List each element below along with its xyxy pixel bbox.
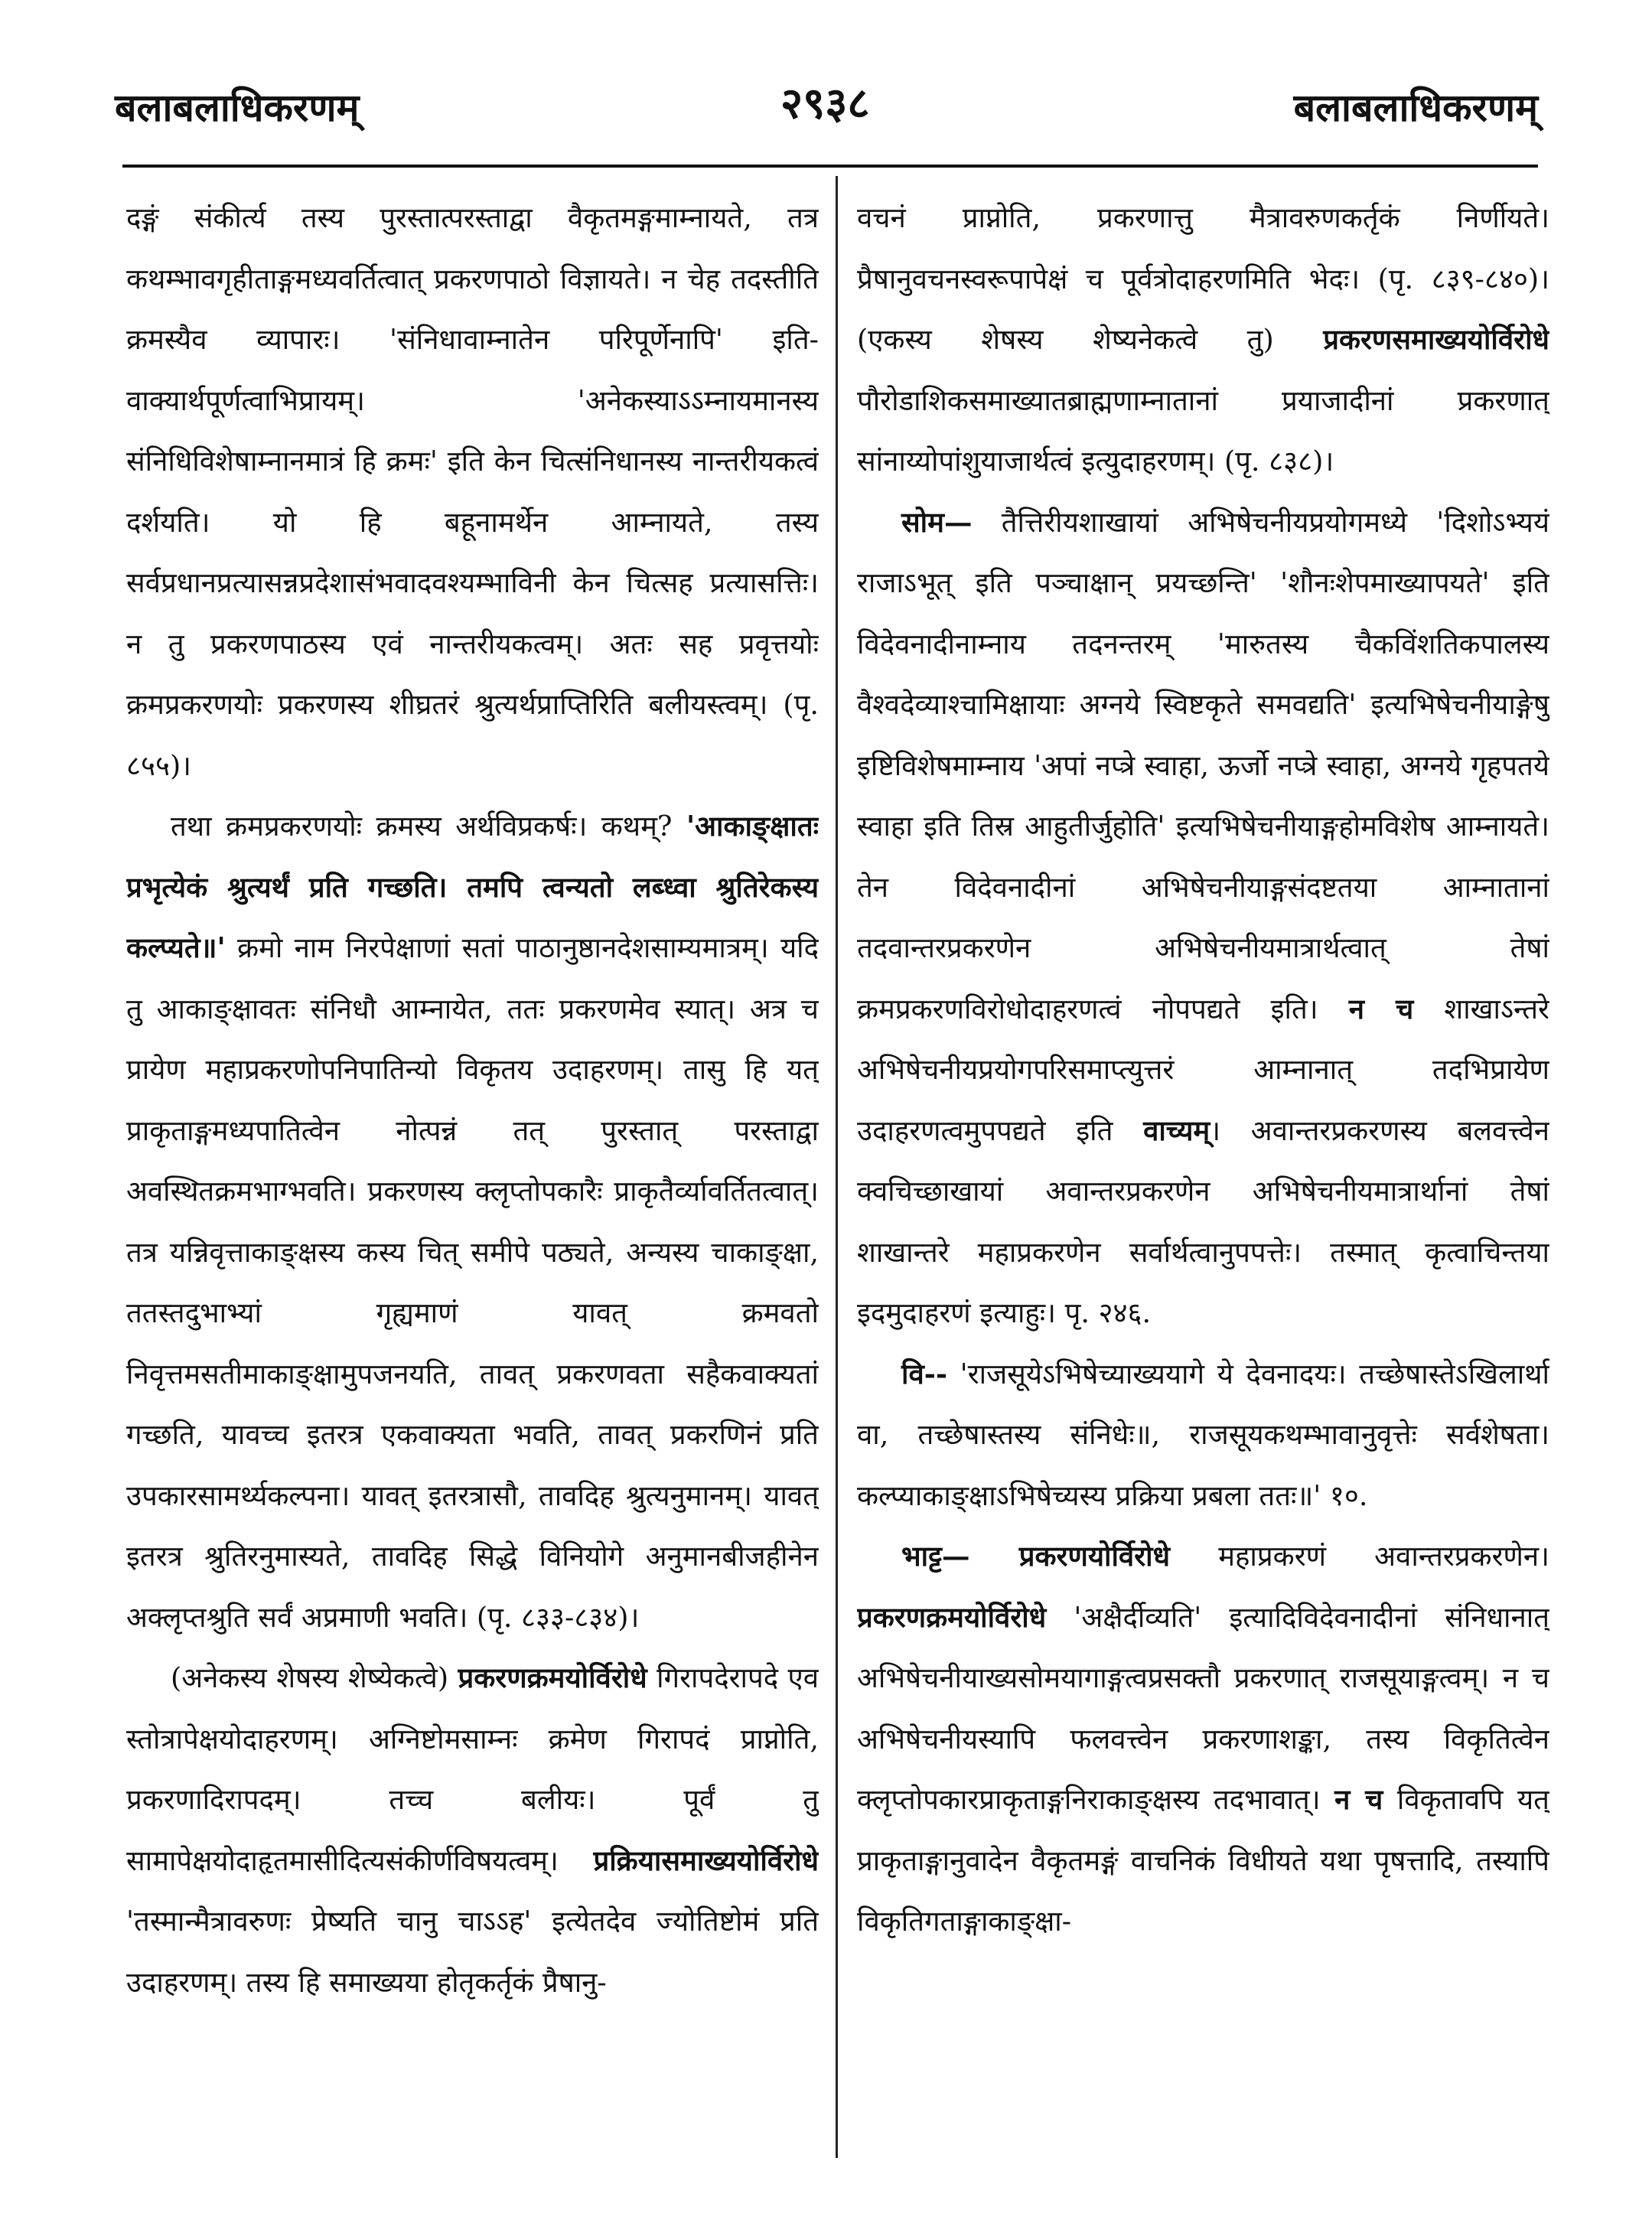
paragraph [126,1648,819,2013]
text: 'राजसूयेऽभिषेच्याख्ययागे ये देवनादयः। तच्छेषास्तेऽखिलार्था वा, तच्छेषास्तस्य संनिधेः॥, राजसूयकथम्भावानुवृत्तेः सर्वशेषता। कल्प्याकाङ्क्षाऽभिषेच्यस्य प्रक्रिया प्रबला ततः॥' १०. [857,1357,1549,1512]
page-number: २९३८ [780,78,870,129]
text: शाखाऽन्तरे अभिषेचनीयप्रयोगपरिसमाप्त्युत्तरं आम्नानात् तदभिप्रायेण उदाहरणत्वमुपपद्यते इति [857,992,1549,1147]
right-column [857,187,1549,2192]
paragraph [857,492,1549,1344]
verse-quote: 'आकाङ्क्षातः प्रभृत्येकं श्रुत्यर्थं प्रति गच्छति। तमपि त्वन्यतो लब्ध्वा श्रुतिरेकस्य कल्प्यते॥' [126,810,819,964]
bold-term: प्रकरणयोर्विरोधे [969,1540,1171,1573]
text: विकृतावपि यत् प्राकृताङ्गानुवादेन वैकृतमङ्गं वाचनिकं विधीयते यथा पृषत्तादि, तस्यापि विकृतिगताङ्गाकाङ्क्षा- [857,1783,1549,1938]
bold-term: प्रकरणक्रमयोर्विरोधे [857,1600,1047,1634]
text: तथा क्रमप्रकरणयोः क्रमस्य अर्थविप्रकर्षः। कथम्? [171,810,686,843]
bold-term: प्रक्रियासमाख्ययोर्विरोधे [593,1843,819,1877]
running-title-left: बलाबलाधिकरणम् [115,85,360,130]
text: । अवान्तरप्रकरणस्य बलवत्त्वेन क्वचिच्छाखायां अवान्तरप्रकरणेन अभिषेचनीयमात्रार्थानां तेषां शाखान्तरे महाप्रकरणेन सर्वार्थत्वानुपपत्तेः। तस्मात् कृत्वाचिन्तया इदमुदाहरणं इत्याहुः। पृ. २४६. [857,1113,1549,1329]
left-column [126,187,819,2192]
text: (अनेकस्य शेषस्य शेष्येकत्वे) [171,1661,458,1694]
bold-term: न च [1334,1783,1383,1816]
text: दङ्गं संकीर्त्य तस्य पुरस्तात्परस्ताद्वा वैकृतमङ्गमाम्नायते, तत्र कथम्भावगृहीताङ्गमध्यवर्तित्वात् प्रकरणपाठो विज्ञायते। न चेह तदस्तीति क्रमस्यैव व्यापारः। 'संनिधावाम्नातेन परिपूर्णेनापि' इति-वाक्यार्थपूर्णत्वाभिप्रायम्। 'अनेकस्याऽऽम्नायमानस्य संनिधिविशेषाम्नानमात्रं हि क्रमः' इति केन चित्संनिधानस्य नान्तरीयकत्वं दर्शयति। यो हि बहूनामर्थेन आम्नायते, तस्य सर्वप्रधानप्रत्यासन्नप्रदेशासंभवादवश्यम्भाविनी केन चित्सह प्रत्यासत्तिः। न तु प्रकरणपाठस्य एवं नान्तरीयकत्वम्। अतः सह प्रवृत्तयोः क्रमप्रकरणयोः प्रकरणस्य शीघ्रतरं श्रुत्यर्थप्राप्तिरिति बलीयस्त्वम्। (पृ. ८५५)। [126,201,819,782]
paragraph [857,1526,1549,1952]
paragraph [126,796,819,1648]
section-label: सोम— [901,505,973,539]
bold-term: प्रकरणक्रमयोर्विरोधे [458,1661,647,1694]
text: गिरापदेरापदे एव स्तोत्रापेक्षयोदाहरणम्। अग्निष्टोमसाम्नः क्रमेण गिरापदं प्राप्नोति, प्रकरणादिरापदम्। तच्च बलीयः। पूर्वं तु सामापेक्षयोदाहृतमासीदित्यसंकीर्णविषयत्वम्। [126,1661,819,1877]
bold-term: प्रकरणसमाख्ययोर्विरोधे [1323,323,1549,356]
text: तैत्तिरीयशाखायां अभिषेचनीयप्रयोगमध्ये 'दिशोऽभ्ययं राजाऽभूत् इति पञ्चाक्षान् प्रयच्छन्ति' 'शौनःशेपमाख्यापयते' इति विदेवनादीनाम्नाय तदनन्तरम् 'मारुतस्य चैकविंशतिकपालस्य वैश्वदेव्याश्चामिक्षायाः अग्नये स्विष्टकृते समवद्यति' इत्यभिषेचनीयाङ्गेषु इष्टिविशेषमाम्नाय 'अपां नप्त्रे स्वाहा, ऊर्जो नप्त्रे स्वाहा, अग्नये गृहपतये स्वाहा इति तिस्र आहुतीर्जुहोति' इत्यभिषेचनीयाङ्गहोमविशेष आम्नायते। तेन विदेवनादीनां अभिषेचनीयाङ्गसंदष्टतया आम्नातानां तदवान्तरप्रकरणेन अभिषेचनीयमात्रार्थत्वात् तेषां क्रमप्रकरणविरोधोदाहरणत्वं नोपपद्यते इति। [857,505,1549,1025]
bold-term: न च [1348,992,1414,1025]
section-label: भाट्ट— [901,1540,970,1573]
bold-term: वाच्यम् [1143,1113,1210,1147]
text: वचनं प्राप्नोति, प्रकरणात्तु मैत्रावरुणकर्तृकं निर्णीयते। प्रैषानुवचनस्वरूपापेक्षं च पूर्वत्रोदाहरणमिति भेदः। (पृ. ८३९-८४०)। (एकस्य शेषस्य शेष्यनेकत्वे तु) [857,201,1549,356]
text: क्रमो नाम निरपेक्षाणां सतां पाठानुष्ठानदेशसाम्यमात्रम्। यदि तु आकाङ्क्षावतः संनिधौ आम्नायेत, ततः प्रकरणमेव स्यात्। अत्र च प्रायेण महाप्रकरणोपनिपातिन्यो विकृतय उदाहरणम्। तासु हि यत् प्राकृताङ्गमध्यपातित्वेन नोत्पन्नं तत् पुरस्तात् परस्ताद्वा अवस्थितक्रमभाग्भवति। प्रकरणस्य क्लृप्तोपकारैः प्राकृतैर्व्यावर्तितत्वात्। तत्र यन्निवृत्ताकाङ्क्षस्य कस्य चित् समीपे पठ्यते, अन्यस्य चाकाङ्क्षा, ततस्तदुभाभ्यां गृह्यमाणं यावत् क्रमवतो निवृत्तमसतीमाकाङ्क्षामुपजनयति, तावत् प्रकरणवता सहैकवाक्यतां गच्छति, यावच्च इतरत्र एकवाक्यता भवति, तावत् प्रकरणिनं प्रति उपकारसामर्थ्यकल्पना। यावत् इतरत्रासौ, तावदिह श्रुत्यनुमानम्। यावत् इतरत्र श्रुतिरनुमास्यते, तावदिह सिद्धे विनियोगे अनुमानबीजहीनेन अक्लृप्तश्रुति सर्वं अप्रमाणी भवति। (पृ. ८३३-८३४)। [126,931,819,1634]
page-header [115,73,1538,149]
paragraph [857,1344,1549,1527]
text: 'अक्षैर्दीव्यति' इत्यादिविदेवनादीनां संनिधानात् अभिषेचनीयाख्यसोमयागाङ्गत्वप्रसक्तौ प्रकरणात् राजसूयाङ्गत्वम्। न च अभिषेचनीयस्यापि फलवत्त्वेन प्रकरणाशङ्का, तस्य विकृतित्वेन क्लृप्तोपकारप्राकृताङ्गनिराकाङ्क्षस्य तदभावात्। [857,1600,1549,1816]
running-title-right: बलाबलाधिकरणम् [1293,85,1538,130]
text: पौरोडाशिकसमाख्यातब्राह्मणाम्नातानां प्रयाजादीनां प्रकरणात् सांनाय्योपांशुयाजार्थत्वं इत्युदाहरणम्। (पृ. ८३८)। [857,383,1549,478]
text: 'तस्मान्मैत्रावरुणः प्रेष्यति चानु चाऽऽह' इत्येतदेव ज्योतिष्टोमं प्रति उदाहरणम्। तस्य हि समाख्यया होतृकर्तृकं प्रैषानु- [126,1905,819,1999]
paragraph [857,187,1549,492]
header-rule [122,165,1538,168]
column-divider [836,176,838,2158]
section-label: वि-- [901,1357,948,1390]
paragraph [126,187,819,796]
text: महाप्रकरणं अवान्तरप्रकरणेन। [1170,1540,1549,1573]
